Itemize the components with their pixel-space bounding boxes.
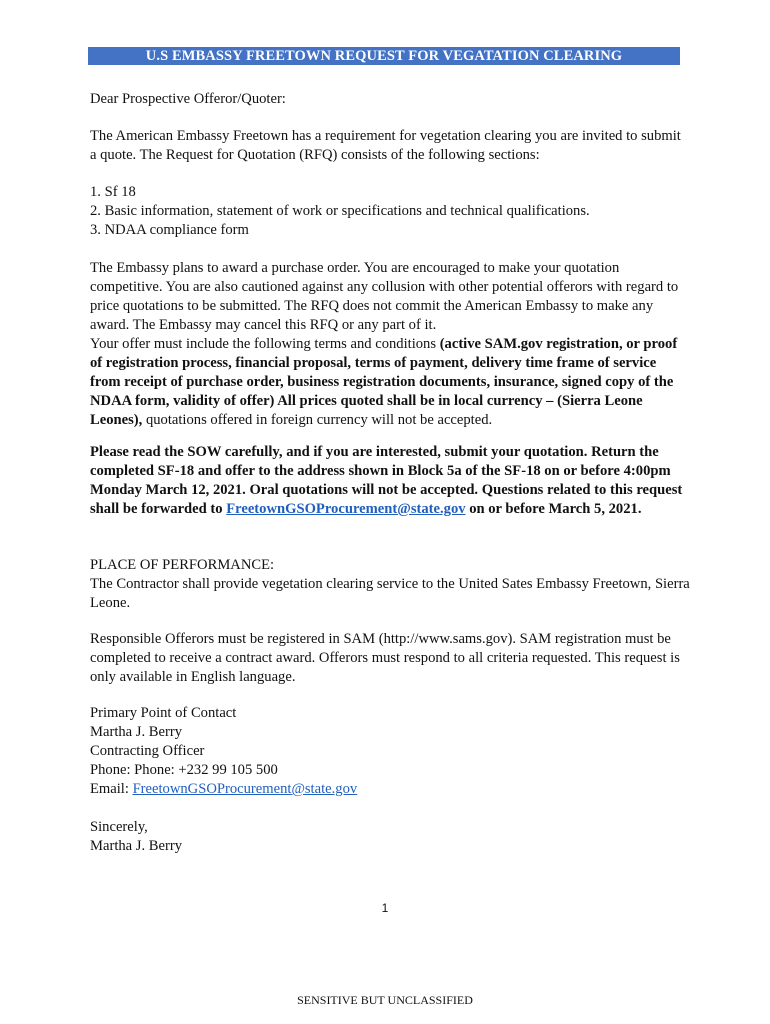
contact-email-link[interactable]: FreetownGSOProcurement@state.gov bbox=[132, 781, 358, 797]
page-number: 1 bbox=[381, 901, 389, 915]
salutation-text: Dear Prospective Offeror/Quoter: bbox=[90, 91, 286, 107]
intro-text: The American Embassy Freetown has a requirement for vegetation clearing you are invited to submit a quote. The Request for Quotation (RFQ) consists of the following sections: bbox=[90, 128, 681, 163]
sam-text: Responsible Offerors must be registered in SAM (http://www.sams.gov). SAM registration must be completed to receive a contract award. Offerors must respond to all criteria requested. This request is only available in English language. bbox=[90, 631, 680, 685]
contact-title: Contracting Officer bbox=[90, 743, 205, 759]
section-item-1: 1. Sf 18 bbox=[90, 184, 136, 200]
terms-bold: (active SAM.gov registration, or proof of registration process, financial proposal, terms of payment, delivery time frame of service from receipt of purchase order, business registration documents, insurance, signed copy of the NDAA form, validity of offer) All prices quoted shall be in local currency – (Sierra Leone Leones), bbox=[90, 336, 678, 428]
intro-paragraph bbox=[90, 127, 690, 165]
salutation bbox=[90, 90, 690, 109]
terms-intro: Your offer must include the following terms and conditions bbox=[90, 336, 440, 352]
place-heading: PLACE OF PERFORMANCE: bbox=[90, 557, 275, 573]
award-text: The Embassy plans to award a purchase order. You are encouraged to make your quotation competitive. You are also cautioned against any collusion with other potential offerors with regard to price quotations to be submitted. The RFQ does not commit the American Embassy to make any award. The Embassy may cancel this RFQ or any part of it. bbox=[90, 260, 679, 333]
instructions-tail: on or before March 5, 2021. bbox=[465, 501, 642, 517]
closing-name: Martha J. Berry bbox=[90, 838, 182, 854]
classification-footer: SENSITIVE BUT UNCLASSIFIED bbox=[297, 993, 473, 1007]
contact-heading: Primary Point of Contact bbox=[90, 705, 237, 721]
section-item-3: 3. NDAA compliance form bbox=[90, 222, 249, 238]
contact-phone: Phone: Phone: +232 99 105 500 bbox=[90, 762, 278, 778]
closing-sincerely: Sincerely, bbox=[90, 819, 148, 835]
contact-email-label: Email: bbox=[90, 781, 133, 797]
instructions-text: Please read the SOW carefully, and if you are interested, submit your quotation. Return the completed SF-18 and offer to the address shown in Block 5a of the SF-18 on or before 4:00pm Monday March 12, 2021. Oral quotations will not be accepted. Questions related to this request shall be forwarded to bbox=[90, 444, 683, 517]
document-title: U.S EMBASSY FREETOWN REQUEST FOR VEGATATION CLEARING bbox=[88, 47, 680, 65]
terms-tail: quotations offered in foreign currency will not be accepted. bbox=[142, 412, 493, 428]
place-text: The Contractor shall provide vegetation clearing service to the United Sates Embassy Freetown, Sierra Leone. bbox=[90, 576, 690, 611]
procurement-email-link[interactable]: FreetownGSOProcurement@state.gov bbox=[226, 501, 466, 517]
contact-name: Martha J. Berry bbox=[90, 724, 182, 740]
instructions-paragraph bbox=[90, 443, 690, 519]
award-paragraph bbox=[90, 259, 690, 430]
section-item-2: 2. Basic information, statement of work or specifications and technical qualifications. bbox=[90, 203, 590, 219]
sections-list bbox=[90, 183, 690, 240]
place-of-performance bbox=[90, 556, 690, 613]
contact-block bbox=[90, 704, 690, 799]
closing-block bbox=[90, 818, 690, 856]
sam-paragraph bbox=[90, 630, 690, 687]
